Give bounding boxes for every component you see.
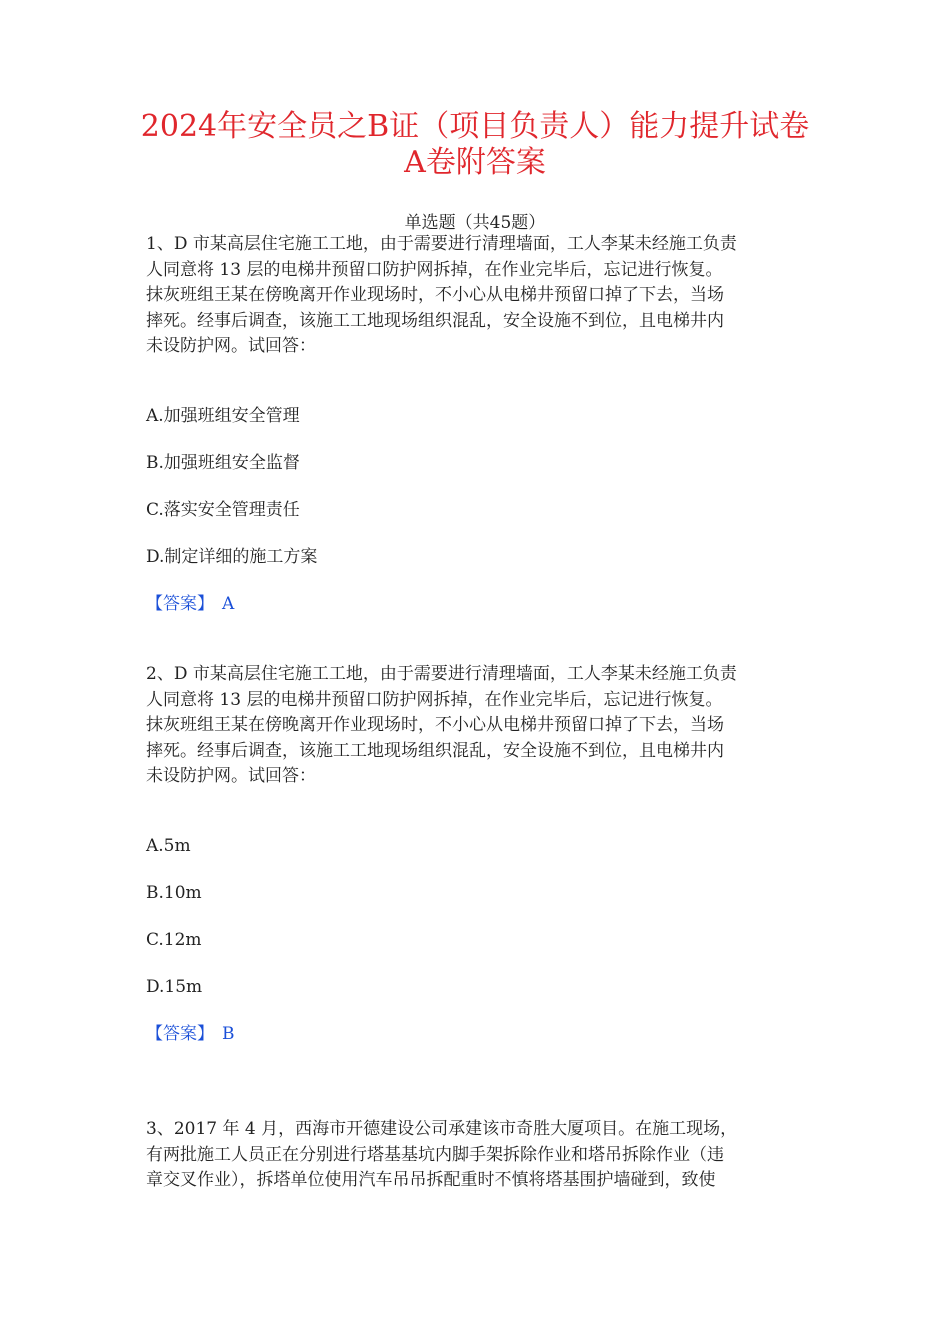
question-2-line: 2、D 市某高层住宅施工工地，由于需要进行清理墙面，工人李某未经施工负责 — [146, 664, 737, 684]
question-2-option-d: D.15m — [146, 977, 203, 997]
question-1-line: 1、D 市某高层住宅施工工地，由于需要进行清理墙面，工人李某未经施工负责 — [146, 234, 737, 254]
question-2-line: 摔死。经事后调查，该施工工地现场组织混乱，安全设施不到位，且电梯井内 — [146, 740, 724, 761]
question-1-line: 未设防护网。试回答： — [146, 336, 316, 356]
question-2-line: 抹灰班组王某在傍晚离开作业现场时，不小心从电梯井预留口掉了下去，当场 — [146, 715, 724, 735]
answer-value: B — [222, 1024, 235, 1044]
answer-label: 【答案】 — [146, 594, 214, 614]
document-title-line-2: A卷附答案 — [404, 145, 546, 180]
section-heading: 单选题（共45题） — [404, 213, 546, 233]
question-2-answer — [146, 1023, 235, 1045]
question-1-line: 抹灰班组王某在傍晚离开作业现场时，不小心从电梯井预留口掉了下去，当场 — [146, 285, 724, 305]
question-2-option-a: A.5m — [146, 836, 191, 856]
question-1-option-c: C.落实安全管理责任 — [146, 500, 300, 520]
question-2-text — [146, 662, 811, 790]
question-3-line: 3、2017 年 4 月，西海市开德建设公司承建该市奇胜大厦项目。在施工现场， — [146, 1119, 738, 1139]
question-2-line: 未设防护网。试回答： — [146, 766, 316, 786]
question-1-text — [146, 232, 811, 360]
answer-label: 【答案】 — [146, 1024, 214, 1044]
question-1-line: 人同意将 13 层的电梯井预留口防护网拆掉，在作业完毕后，忘记进行恢复。 — [146, 259, 723, 280]
question-3-text — [146, 1117, 811, 1194]
question-1-option-a: A.加强班组安全管理 — [146, 406, 300, 426]
answer-value: A — [222, 594, 235, 614]
question-2-option-c: C.12m — [146, 930, 202, 950]
question-1-option-b: B.加强班组安全监督 — [146, 453, 300, 473]
question-2-line: 人同意将 13 层的电梯井预留口防护网拆掉，在作业完毕后，忘记进行恢复。 — [146, 689, 723, 710]
question-2-option-b: B.10m — [146, 883, 202, 903]
question-1-answer — [146, 593, 234, 615]
question-3-line: 章交叉作业），拆塔单位使用汽车吊吊拆配重时不慎将塔基围护墙碰到，致使 — [146, 1170, 716, 1190]
question-3-line: 有两批施工人员正在分别进行塔基基坑内脚手架拆除作业和塔吊拆除作业（违 — [146, 1144, 724, 1165]
question-1-option-d: D.制定详细的施工方案 — [146, 547, 318, 567]
document-title-line-1: 2024年安全员之B证（项目负责人）能力提升试卷 — [140, 109, 810, 144]
question-1-line: 摔死。经事后调查，该施工工地现场组织混乱，安全设施不到位，且电梯井内 — [146, 310, 724, 331]
